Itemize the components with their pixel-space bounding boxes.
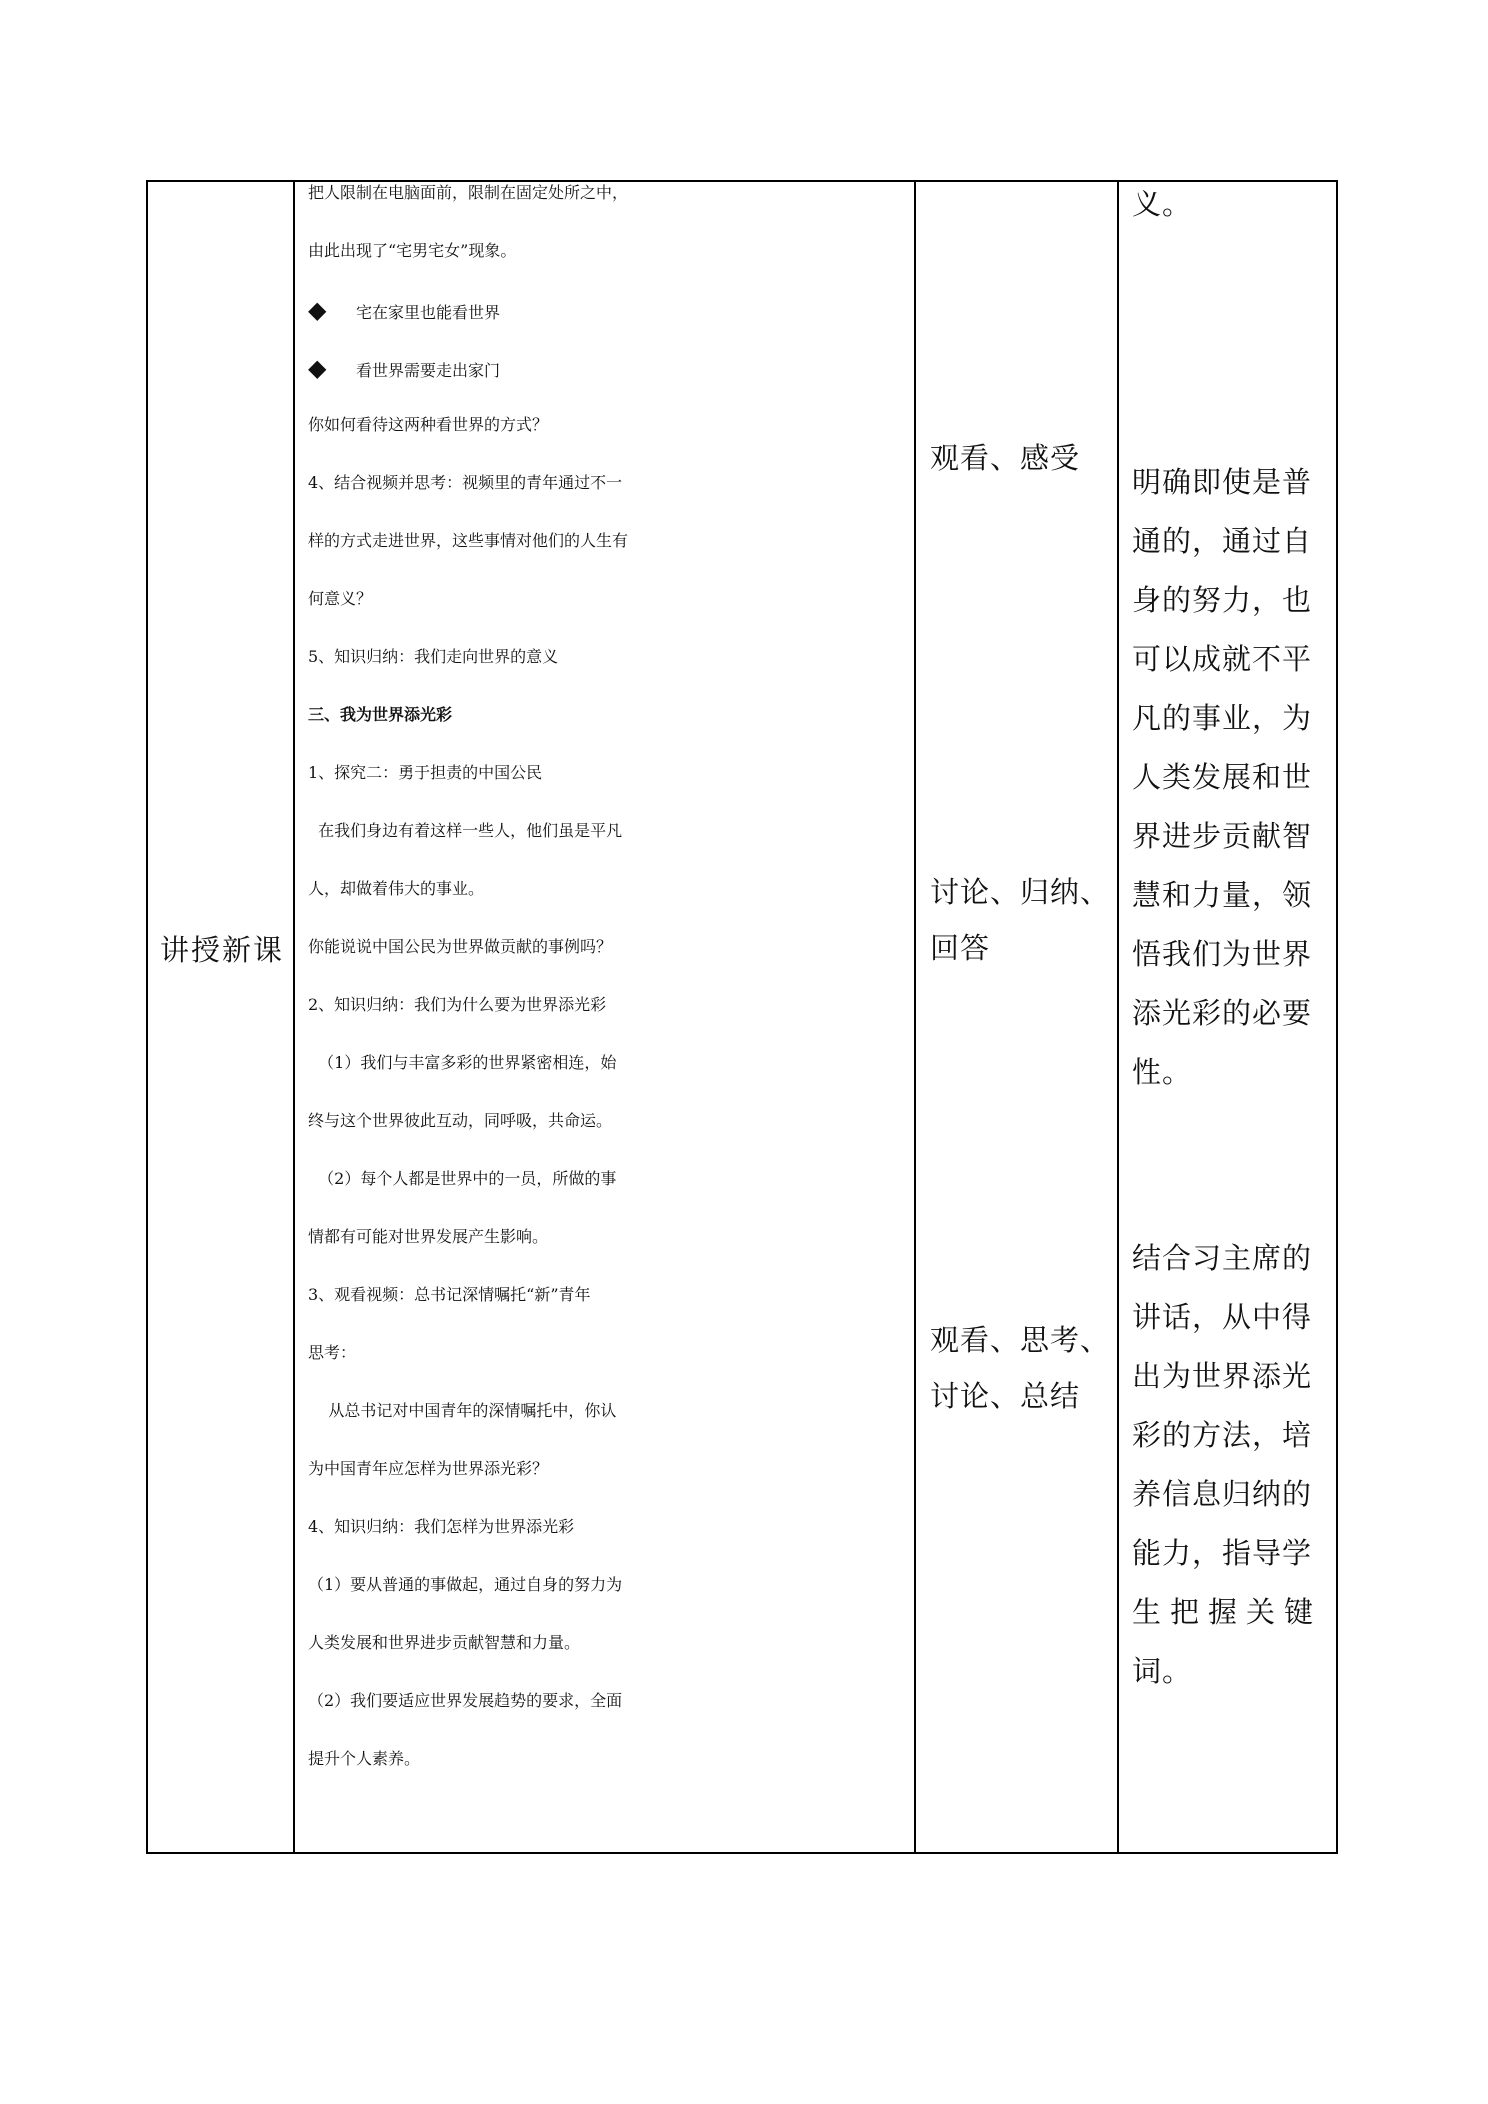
content-line: 提升个人素养。 (308, 1749, 421, 1768)
content-line: 4、知识归纳：我们怎样为世界添光彩 (308, 1517, 575, 1536)
note-line: 义。 (1132, 187, 1193, 221)
stage-label: 讲授新课 (160, 933, 285, 967)
column-divider-3 (1117, 180, 1119, 1854)
content-line: 2、知识归纳：我们为什么要为世界添光彩 (308, 995, 607, 1014)
note-line: 彩的方法，培 (1132, 1418, 1313, 1452)
note-line: 悟我们为世界 (1132, 937, 1313, 971)
content-line: 你如何看待这两种看世界的方式？ (308, 415, 549, 434)
note-line: 养信息归纳的 (1132, 1477, 1313, 1511)
note-line: 凡的事业，为 (1132, 701, 1313, 735)
content-line: 情都有可能对世界发展产生影响。 (308, 1227, 549, 1246)
column-divider-2 (914, 180, 916, 1854)
content-line: 在我们身边有着这样一些人，他们虽是平凡 (308, 821, 623, 840)
content-line: 3、观看视频：总书记深情嘱托“新”青年 (308, 1285, 591, 1304)
note-line: 身的努力，也 (1132, 583, 1313, 617)
content-line: 终与这个世界彼此互动，同呼吸，共命运。 (308, 1111, 613, 1130)
note-line: 添光彩的必要 (1132, 996, 1313, 1030)
section-heading: 三、我为世界添光彩 (308, 705, 453, 724)
content-line: 由此出现了“宅男宅女”现象。 (308, 241, 517, 260)
note-line: 慧和力量，领 (1132, 878, 1313, 912)
content-line: 4、结合视频并思考：视频里的青年通过不一 (308, 473, 623, 492)
content-line: 从总书记对中国青年的深情嘱托中，你认 (308, 1401, 617, 1420)
content-line: （1）要从普通的事做起，通过自身的努力为 (308, 1575, 623, 1594)
activity-line: 回答 (930, 931, 991, 965)
content-line: 你能说说中国公民为世界做贡献的事例吗？ (308, 937, 613, 956)
activity-line: 观看、思考、 (930, 1323, 1111, 1357)
content-line: 5、知识归纳：我们走向世界的意义 (308, 647, 559, 666)
activity-line: 讨论、总结 (930, 1379, 1081, 1413)
bullet-text: 看世界需要走出家门 (356, 361, 501, 380)
bullet-text: 宅在家里也能看世界 (356, 303, 501, 322)
note-line: 通的，通过自 (1132, 524, 1313, 558)
content-line: 人类发展和世界进步贡献智慧和力量。 (308, 1633, 581, 1652)
diamond-bullet-icon: ◆ (308, 296, 327, 324)
content-line: 把人限制在电脑面前，限制在固定处所之中， (308, 183, 629, 202)
content-line: 1、探究二：勇于担责的中国公民 (308, 763, 543, 782)
content-line (308, 296, 500, 324)
note-line: 明确即使是普 (1132, 465, 1313, 499)
note-line: 能力，指导学 (1132, 1536, 1313, 1570)
note-line: 生把握关键 (1132, 1595, 1323, 1629)
note-line: 结合习主席的 (1132, 1241, 1313, 1275)
diamond-bullet-icon: ◆ (308, 354, 327, 382)
note-line: 界进步贡献智 (1132, 819, 1313, 853)
content-line: 何意义？ (308, 589, 373, 608)
note-line: 讲话，从中得 (1132, 1300, 1313, 1334)
content-line: （2）我们要适应世界发展趋势的要求，全面 (308, 1691, 623, 1710)
note-line: 性。 (1132, 1055, 1193, 1089)
content-line: 为中国青年应怎样为世界添光彩？ (308, 1459, 549, 1478)
content-line: （1）我们与丰富多彩的世界紧密相连，始 (308, 1053, 617, 1072)
activity-line: 观看、感受 (930, 441, 1081, 475)
note-line: 出为世界添光 (1132, 1359, 1313, 1393)
note-line: 可以成就不平 (1132, 642, 1313, 676)
content-line (308, 354, 500, 382)
note-line: 人类发展和世 (1132, 760, 1313, 794)
content-line: 人，却做着伟大的事业。 (308, 879, 485, 898)
content-line: （2）每个人都是世界中的一员，所做的事 (308, 1169, 617, 1188)
content-line: 样的方式走进世界，这些事情对他们的人生有 (308, 531, 629, 550)
content-line: 思考： (308, 1343, 357, 1362)
note-line: 词。 (1132, 1654, 1193, 1688)
activity-line: 讨论、归纳、 (930, 875, 1111, 909)
column-divider-1 (293, 180, 295, 1854)
